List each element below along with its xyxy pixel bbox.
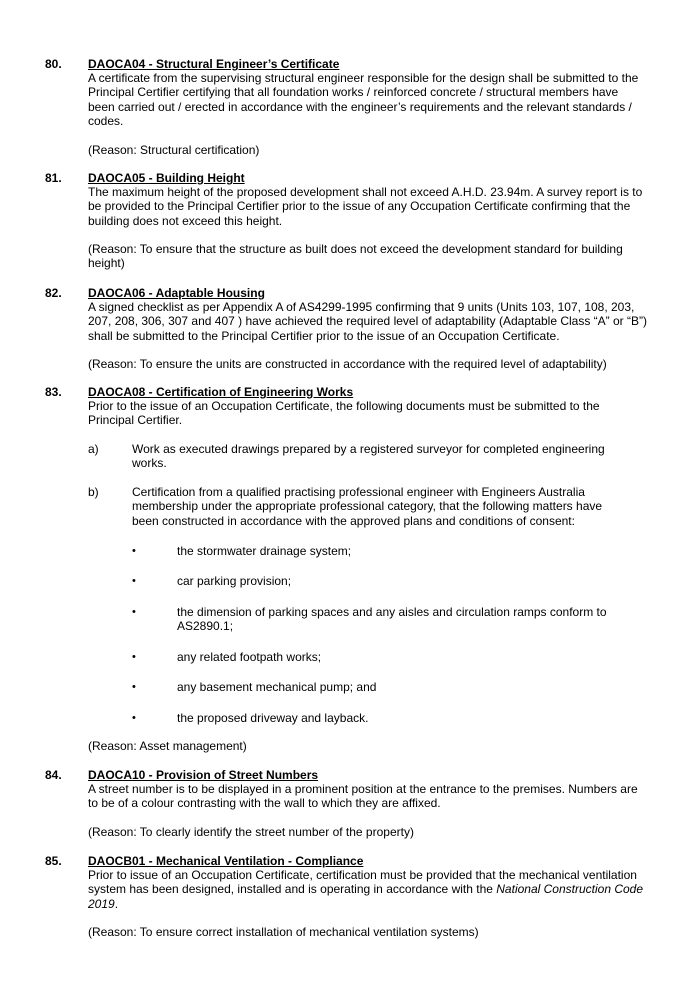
- bullet-icon: •: [132, 545, 136, 557]
- condition-text: Prior to the issue of an Occupation Certificate, the following documents must be submitted to the Principal Certifier.: [88, 399, 600, 428]
- condition-number: 84.: [45, 768, 62, 782]
- condition-title: DAOCB01 - Mechanical Ventilation - Compliance: [88, 854, 364, 868]
- condition-text: [88, 868, 648, 911]
- condition-number: 83.: [45, 385, 62, 399]
- condition-reason: (Reason: Structural certification): [88, 143, 260, 157]
- item-text: Certification from a qualified practising professional engineer with Engineers Australia membership under the appropriate professional category, that the following matters have been constructed in accordance with the approved plans and conditions of consent:: [132, 485, 603, 528]
- item-label: b): [88, 485, 99, 499]
- bullet-text: any basement mechanical pump; and: [177, 680, 377, 694]
- bullet-icon: •: [132, 712, 136, 724]
- condition-text: A signed checklist as per Appendix A of AS4299-1995 confirming that 9 units (Units 103, 107, 108, 203, 207, 208, 306, 307 and 407 ) have achieved the required level of adaptability (Adaptable Class “A” or “B”) shall be submitted to the Principal Certifier prior to the issue of an Occupation Certificate.: [88, 300, 648, 343]
- bullet-text: car parking provision;: [177, 574, 292, 588]
- condition-title: DAOCA05 - Building Height: [88, 171, 245, 185]
- bullet-text: the proposed driveway and layback.: [177, 711, 369, 725]
- bullet-icon: •: [132, 606, 136, 618]
- condition-text: A street number is to be displayed in a prominent position at the entrance to the premises. Numbers are to be of a colour contrasting with the wall to which they are affixed.: [88, 782, 638, 811]
- condition-reason: (Reason: To ensure that the structure as built does not exceed the development standard for building height): [88, 242, 623, 271]
- condition-reason: (Reason: To clearly identify the street number of the property): [88, 825, 414, 839]
- condition-title: DAOCA06 - Adaptable Housing: [88, 286, 265, 300]
- condition-number: 85.: [45, 854, 62, 868]
- condition-reason: (Reason: To ensure correct installation of mechanical ventilation systems): [88, 925, 479, 939]
- condition-text-end: .: [114, 896, 119, 911]
- condition-title: DAOCA10 - Provision of Street Numbers: [88, 768, 319, 782]
- condition-number: 82.: [45, 286, 62, 300]
- condition-text-plain: Prior to issue of an Occupation Certificate, certification must be provided that the mechanical ventilation system has been designed, installed and is operating in accordance with the: [88, 868, 637, 897]
- item-text: Work as executed drawings prepared by a registered surveyor for completed engineering works.: [132, 442, 605, 471]
- bullet-icon: •: [132, 651, 136, 663]
- condition-number: 81.: [45, 171, 62, 185]
- bullet-icon: •: [132, 681, 136, 693]
- condition-text: A certificate from the supervising structural engineer responsible for the design shall be submitted to the Principal Certifier certifying that all foundation works / reinforced concrete / structural members have been carried out / erected in accordance with the engineer’s requirements and the relevant standards / codes.: [88, 71, 639, 129]
- bullet-text: the dimension of parking spaces and any aisles and circulation ramps conform to AS2890.1;: [177, 605, 607, 634]
- condition-title: DAOCA04 - Structural Engineer’s Certificate: [88, 57, 340, 71]
- condition-number: 80.: [45, 57, 62, 71]
- bullet-text: any related footpath works;: [177, 650, 322, 664]
- condition-text: The maximum height of the proposed development shall not exceed A.H.D. 23.94m. A survey report is to be provided to the Principal Certifier prior to the issue of any Occupation Certificate confirming that the building does not exceed this height.: [88, 185, 643, 228]
- condition-reason: (Reason: Asset management): [88, 739, 247, 753]
- item-label: a): [88, 442, 99, 456]
- condition-title: DAOCA08 - Certification of Engineering Works: [88, 385, 354, 399]
- bullet-icon: •: [132, 575, 136, 587]
- bullet-text: the stormwater drainage system;: [177, 544, 352, 558]
- condition-text-italic: National Construction Code 2019: [88, 882, 644, 911]
- condition-reason: (Reason: To ensure the units are constructed in accordance with the required level of adaptability): [88, 357, 607, 371]
